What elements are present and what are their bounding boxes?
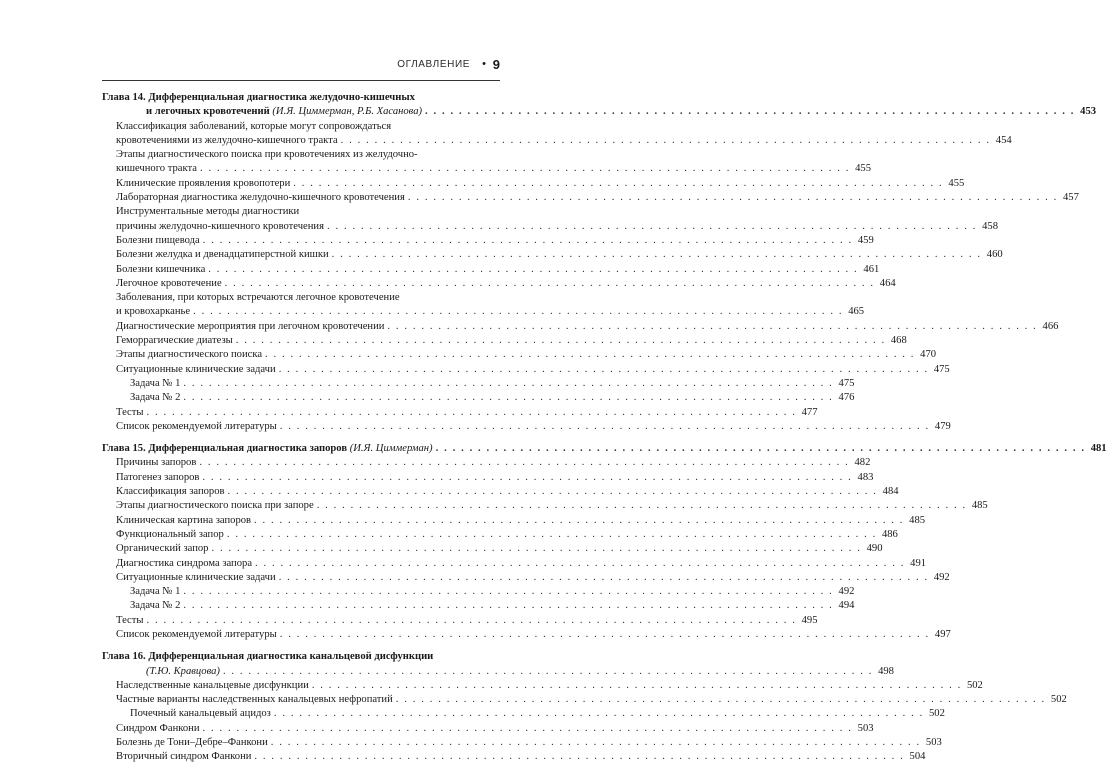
toc-entry-title: Патогенез запоров bbox=[116, 471, 200, 483]
toc-leader-dots: . . . . . . . . . . . . . . . . . . . . . . . . . . . . . . . . . . . . . . . . . . . . . . . . . . . . . . . . . . . . . . . . . . . . . . . . . . . . . bbox=[311, 679, 962, 691]
toc-entry[interactable] bbox=[102, 320, 1059, 334]
toc-page-number: 460 bbox=[986, 249, 1003, 261]
toc-leader-dots: . . . . . . . . . . . . . . . . . . . . . . . . . . . . . . . . . . . . . . . . . . . . . . . . . . . . . . . . . . . . . . . . . . . . . . . . . . . . . bbox=[211, 543, 862, 555]
toc-entry[interactable] bbox=[102, 162, 871, 176]
toc-page-number: 481 bbox=[1090, 443, 1107, 455]
toc-entry-title: Органический запор bbox=[116, 543, 209, 555]
toc-entry-title: Задача № 1 bbox=[130, 586, 181, 598]
toc-entry-title: Диагностические мероприятия при легочном кровотечении bbox=[116, 320, 385, 332]
header-bullet: • bbox=[482, 58, 486, 70]
header-rule bbox=[102, 80, 500, 81]
toc-entry[interactable] bbox=[102, 750, 926, 764]
toc-entry-title: Глава 14. Дифференциальная диагностика желудочно-кишечных bbox=[102, 92, 415, 103]
toc-entry-title: Глава 15. Дифференциальная диагностика запоров (И.Я. Циммерман) bbox=[102, 443, 433, 455]
page-number: 9 bbox=[492, 57, 500, 72]
toc-page-number: 479 bbox=[934, 420, 951, 432]
toc-entry[interactable] bbox=[102, 442, 1107, 456]
toc-entry[interactable] bbox=[102, 571, 950, 585]
toc-page-number: 455 bbox=[855, 163, 871, 175]
toc-leader-dots: . . . . . . . . . . . . . . . . . . . . . . . . . . . . . . . . . . . . . . . . . . . . . . . . . . . . . . . . . . . . . . . . . . . . . . . . . . . . . bbox=[279, 628, 930, 640]
toc-entry-title: Задача № 2 bbox=[130, 600, 181, 612]
toc-leader-dots: . . . . . . . . . . . . . . . . . . . . . . . . . . . . . . . . . . . . . . . . . . . . . . . . . . . . . . . . . . . . . . . . . . . . . . . . . . . . . bbox=[279, 420, 930, 432]
toc-page-number: 490 bbox=[866, 543, 883, 555]
toc-entry[interactable] bbox=[102, 528, 898, 542]
toc-leader-dots: . . . . . . . . . . . . . . . . . . . . . . . . . . . . . . . . . . . . . . . . . . . . . . . . . . . . . . . . . . . . . . . . . . . . . . . . . . . . . bbox=[340, 134, 991, 146]
toc-leader-dots: . . . . . . . . . . . . . . . . . . . . . . . . . . . . . . . . . . . . . . . . . . . . . . . . . . . . . . . . . . . . . . . . . . . . . . . . . . . . . bbox=[226, 528, 877, 540]
toc-leader-dots: . . . . . . . . . . . . . . . . . . . . . . . . . . . . . . . . . . . . . . . . . . . . . . . . . . . . . . . . . . . . . . . . . . . . . . . . . . . . . bbox=[278, 363, 929, 375]
toc-entry[interactable] bbox=[102, 105, 1097, 119]
toc-entry[interactable] bbox=[102, 134, 1012, 148]
toc-entry[interactable] bbox=[102, 348, 937, 362]
section-title: ОГЛАВЛЕНИЕ bbox=[397, 59, 470, 70]
toc-page-number: 475 bbox=[933, 363, 950, 375]
toc-page-number: 455 bbox=[948, 177, 965, 189]
toc-entry-title: Клинические проявления кровопотери bbox=[116, 177, 291, 189]
toc-entry[interactable] bbox=[102, 722, 874, 736]
toc-entry-title: Задача № 1 bbox=[130, 377, 181, 389]
toc-entry[interactable] bbox=[102, 334, 907, 348]
toc-entry-title: Болезни кишечника bbox=[116, 263, 206, 275]
toc-leader-dots: . . . . . . . . . . . . . . . . . . . . . . . . . . . . . . . . . . . . . . . . . . . . . . . . . . . . . . . . . . . . . . . . . . . . . . . . . . . . . bbox=[193, 306, 844, 318]
toc-page-number: 454 bbox=[995, 134, 1012, 146]
toc-entry-title: Вторичный синдром Фанкони bbox=[116, 751, 252, 763]
toc-entry[interactable] bbox=[102, 363, 950, 377]
chapter-spacer bbox=[102, 434, 500, 442]
toc-entry[interactable] bbox=[102, 557, 927, 571]
toc-entry-author: (Т.Ю. Кравцова) bbox=[146, 665, 220, 677]
toc-entry[interactable] bbox=[102, 693, 1067, 707]
toc-leader-dots: . . . . . . . . . . . . . . . . . . . . . . . . . . . . . . . . . . . . . . . . . . . . . . . . . . . . . . . . . . . . . . . . . . . . . . . . . . . . . bbox=[146, 614, 797, 626]
toc-entry-title bbox=[146, 665, 220, 679]
toc-entry[interactable] bbox=[102, 291, 500, 305]
toc-entry-title: Геморрагические диатезы bbox=[116, 335, 233, 347]
toc-page-number: 492 bbox=[838, 586, 855, 598]
toc-entry-title: Легочное кровотечение bbox=[116, 277, 222, 289]
toc-leader-dots: . . . . . . . . . . . . . . . . . . . . . . . . . . . . . . . . . . . . . . . . . . . . . . . . . . . . . . . . . . . . . . . . . . . . . . . . . . . . . bbox=[326, 220, 977, 232]
toc-page-number: 453 bbox=[1080, 106, 1097, 118]
toc-entry[interactable] bbox=[102, 542, 883, 556]
toc-leader-dots: . . . . . . . . . . . . . . . . . . . . . . . . . . . . . . . . . . . . . . . . . . . . . . . . . . . . . . . . . . . . . . . . . . . . . . . . . . . . . bbox=[222, 665, 873, 677]
toc-entry-title: Список рекомендуемой литературы bbox=[116, 628, 277, 640]
toc-leader-dots: . . . . . . . . . . . . . . . . . . . . . . . . . . . . . . . . . . . . . . . . . . . . . . . . . . . . . . . . . . . . . . . . . . . . . . . . . . . . . bbox=[199, 457, 850, 469]
toc-page-number: 486 bbox=[881, 528, 898, 540]
toc-entry-title: Этапы диагностического поиска при кровотечениях из желудочно- bbox=[116, 149, 418, 161]
toc-page-number: 503 bbox=[925, 737, 942, 749]
toc-entry-author: (И.Я. Циммерман) bbox=[349, 443, 433, 455]
toc-entry-title: Задача № 2 bbox=[130, 392, 181, 404]
toc-page-number: 504 bbox=[909, 751, 926, 763]
toc-entry[interactable] bbox=[102, 220, 998, 234]
toc-entry[interactable] bbox=[102, 406, 818, 420]
toc-entry-title: Синдром Фанкони bbox=[116, 722, 200, 734]
toc-entry[interactable] bbox=[102, 499, 988, 513]
toc-page-number: 485 bbox=[971, 500, 988, 512]
toc-page-number: 491 bbox=[910, 557, 927, 569]
toc-page-number: 461 bbox=[863, 263, 880, 275]
toc-leader-dots: . . . . . . . . . . . . . . . . . . . . . . . . . . . . . . . . . . . . . . . . . . . . . . . . . . . . . . . . . . . . . . . . . . . . . . . . . . . . . bbox=[273, 708, 924, 720]
toc-leader-dots: . . . . . . . . . . . . . . . . . . . . . . . . . . . . . . . . . . . . . . . . . . . . . . . . . . . . . . . . . . . . . . . . . . . . . . . . . . . . . bbox=[202, 234, 853, 246]
toc-page-number: 468 bbox=[890, 335, 907, 347]
toc-entry-title: Диагностика синдрома запора bbox=[116, 557, 253, 569]
toc-leader-dots: . . . . . . . . . . . . . . . . . . . . . . . . . . . . . . . . . . . . . . . . . . . . . . . . . . . . . . . . . . . . . . . . . . . . . . . . . . . . . bbox=[293, 177, 944, 189]
toc-entry-author: (И.Я. Циммерман, Р.Б. Хасанова) bbox=[272, 106, 423, 118]
toc-entry[interactable] bbox=[102, 148, 500, 162]
toc-entry[interactable] bbox=[102, 665, 894, 679]
toc-leader-dots: . . . . . . . . . . . . . . . . . . . . . . . . . . . . . . . . . . . . . . . . . . . . . . . . . . . . . . . . . . . . . . . . . . . . . . . . . . . . . bbox=[202, 471, 853, 483]
toc-entry-title: Частные варианты наследственных канальцевых нефропатий bbox=[116, 694, 393, 706]
toc-entry-title: Болезни пищевода bbox=[116, 234, 200, 246]
toc-entry-title: Этапы диагностического поиска при запоре bbox=[116, 500, 314, 512]
toc-entry[interactable] bbox=[102, 120, 500, 134]
toc-leader-dots: . . . . . . . . . . . . . . . . . . . . . . . . . . . . . . . . . . . . . . . . . . . . . . . . . . . . . . . . . . . . . . . . . . . . . . . . . . . . . bbox=[183, 600, 834, 612]
toc-page-number: 503 bbox=[857, 722, 874, 734]
toc-page-number: 485 bbox=[909, 514, 926, 526]
toc-entry-title: и легочных кровотечений (И.Я. Циммерман, Р.Б. Хасанова) bbox=[146, 106, 423, 118]
toc-page-number: 477 bbox=[801, 406, 818, 418]
toc-leader-dots: . . . . . . . . . . . . . . . . . . . . . . . . . . . . . . . . . . . . . . . . . . . . . . . . . . . . . . . . . . . . . . . . . . . . . . . . . . . . . bbox=[227, 486, 878, 498]
toc-leader-dots: . . . . . . . . . . . . . . . . . . . . . . . . . . . . . . . . . . . . . . . . . . . . . . . . . . . . . . . . . . . . . . . . . . . . . . . . . . . . . bbox=[331, 249, 982, 261]
toc-leader-dots: . . . . . . . . . . . . . . . . . . . . . . . . . . . . . . . . . . . . . . . . . . . . . . . . . . . . . . . . . . . . . . . . . . . . . . . . . . . . . bbox=[425, 106, 1076, 118]
toc-page-number: 458 bbox=[982, 220, 998, 232]
toc-entry-title: Инструментальные методы диагностики bbox=[116, 206, 300, 218]
toc-entry[interactable] bbox=[102, 248, 1003, 262]
toc-entry[interactable] bbox=[102, 177, 965, 191]
toc-leader-dots: . . . . . . . . . . . . . . . . . . . . . . . . . . . . . . . . . . . . . . . . . . . . . . . . . . . . . . . . . . . . . . . . . . . . . . . . . . . . . bbox=[270, 737, 921, 749]
toc-entry-title: Заболевания, при которых встречаются легочное кровотечение bbox=[116, 292, 400, 304]
toc-entry-title: Этапы диагностического поиска bbox=[116, 349, 263, 361]
toc-leader-dots: . . . . . . . . . . . . . . . . . . . . . . . . . . . . . . . . . . . . . . . . . . . . . . . . . . . . . . . . . . . . . . . . . . . . . . . . . . . . . bbox=[235, 335, 886, 347]
toc-leader-dots: . . . . . . . . . . . . . . . . . . . . . . . . . . . . . . . . . . . . . . . . . . . . . . . . . . . . . . . . . . . . . . . . . . . . . . . . . . . . . bbox=[208, 263, 859, 275]
toc-entry-title: Тесты bbox=[116, 614, 144, 626]
toc-page-number: 484 bbox=[882, 486, 899, 498]
toc-page-number: 482 bbox=[854, 457, 871, 469]
toc-entry-title: Болезнь де Тони–Дебре–Фанкони bbox=[116, 737, 268, 749]
toc-leader-dots: . . . . . . . . . . . . . . . . . . . . . . . . . . . . . . . . . . . . . . . . . . . . . . . . . . . . . . . . . . . . . . . . . . . . . . . . . . . . . bbox=[254, 514, 905, 526]
toc-leader-dots: . . . . . . . . . . . . . . . . . . . . . . . . . . . . . . . . . . . . . . . . . . . . . . . . . . . . . . . . . . . . . . . . . . . . . . . . . . . . . bbox=[435, 443, 1086, 455]
toc-entry[interactable] bbox=[102, 614, 818, 628]
toc-entry[interactable] bbox=[102, 599, 855, 613]
toc-page-number: 502 bbox=[929, 708, 945, 720]
toc-leader-dots: . . . . . . . . . . . . . . . . . . . . . . . . . . . . . . . . . . . . . . . . . . . . . . . . . . . . . . . . . . . . . . . . . . . . . . . . . . . . . bbox=[199, 163, 850, 175]
toc-page-number: 497 bbox=[934, 628, 951, 640]
toc-page-number: 465 bbox=[848, 306, 865, 318]
toc-entry[interactable] bbox=[102, 91, 500, 105]
running-header bbox=[0, 57, 600, 77]
toc-leader-dots: . . . . . . . . . . . . . . . . . . . . . . . . . . . . . . . . . . . . . . . . . . . . . . . . . . . . . . . . . . . . . . . . . . . . . . . . . . . . . bbox=[316, 500, 967, 512]
toc-entry[interactable] bbox=[102, 234, 874, 248]
toc-entry-title: Наследственные канальцевые дисфункции bbox=[116, 679, 309, 691]
toc-entry[interactable] bbox=[102, 456, 871, 470]
toc-entry[interactable] bbox=[102, 471, 874, 485]
toc-page-number: 464 bbox=[879, 277, 896, 289]
toc-entry[interactable] bbox=[102, 420, 951, 434]
toc-page-number: 495 bbox=[801, 614, 818, 626]
toc-leader-dots: . . . . . . . . . . . . . . . . . . . . . . . . . . . . . . . . . . . . . . . . . . . . . . . . . . . . . . . . . . . . . . . . . . . . . . . . . . . . . bbox=[407, 192, 1058, 204]
toc-entry-title: Тесты bbox=[116, 406, 144, 418]
toc-entry-title: Ситуационные клинические задачи bbox=[116, 571, 276, 583]
toc-entry-title: кишечного тракта bbox=[116, 163, 197, 175]
toc-entry[interactable] bbox=[102, 650, 500, 664]
toc-page-number: 476 bbox=[838, 392, 855, 404]
toc-page-number: 459 bbox=[857, 234, 874, 246]
toc-leader-dots: . . . . . . . . . . . . . . . . . . . . . . . . . . . . . . . . . . . . . . . . . . . . . . . . . . . . . . . . . . . . . . . . . . . . . . . . . . . . . bbox=[224, 277, 875, 289]
toc-leader-dots: . . . . . . . . . . . . . . . . . . . . . . . . . . . . . . . . . . . . . . . . . . . . . . . . . . . . . . . . . . . . . . . . . . . . . . . . . . . . . bbox=[387, 320, 1038, 332]
toc-entry[interactable] bbox=[102, 377, 855, 391]
toc-page-number: 475 bbox=[838, 377, 855, 389]
toc-page-number: 502 bbox=[966, 679, 983, 691]
toc-entry[interactable] bbox=[102, 736, 942, 750]
toc-leader-dots: . . . . . . . . . . . . . . . . . . . . . . . . . . . . . . . . . . . . . . . . . . . . . . . . . . . . . . . . . . . . . . . . . . . . . . . . . . . . . bbox=[183, 392, 834, 404]
toc-page-number: 492 bbox=[933, 571, 950, 583]
toc-entry[interactable] bbox=[102, 679, 983, 693]
toc-page-number: 502 bbox=[1050, 694, 1067, 706]
toc-entry[interactable] bbox=[102, 485, 899, 499]
toc-entry-title: Функциональный запор bbox=[116, 528, 224, 540]
toc-page-number: 457 bbox=[1062, 192, 1079, 204]
toc-entry-title: Клиническая картина запоров bbox=[116, 514, 252, 526]
toc-page-number: 498 bbox=[878, 665, 894, 677]
toc-page-number: 494 bbox=[838, 600, 855, 612]
toc-entry-title: Классификация заболеваний, которые могут сопровождаться bbox=[116, 120, 392, 132]
toc-entry-title: Список рекомендуемой литературы bbox=[116, 420, 277, 432]
toc-entry-title: Болезни желудка и двенадцатиперстной кишки bbox=[116, 249, 329, 261]
toc-entry[interactable] bbox=[102, 585, 855, 599]
toc-page-number: 470 bbox=[920, 349, 937, 361]
toc-leader-dots: . . . . . . . . . . . . . . . . . . . . . . . . . . . . . . . . . . . . . . . . . . . . . . . . . . . . . . . . . . . . . . . . . . . . . . . . . . . . . bbox=[254, 751, 905, 763]
toc-entry-title: Классификация запоров bbox=[116, 486, 225, 498]
toc-entry[interactable] bbox=[102, 391, 855, 405]
toc-leader-dots: . . . . . . . . . . . . . . . . . . . . . . . . . . . . . . . . . . . . . . . . . . . . . . . . . . . . . . . . . . . . . . . . . . . . . . . . . . . . . bbox=[278, 571, 929, 583]
chapter-spacer bbox=[102, 642, 500, 650]
toc-leader-dots: . . . . . . . . . . . . . . . . . . . . . . . . . . . . . . . . . . . . . . . . . . . . . . . . . . . . . . . . . . . . . . . . . . . . . . . . . . . . . bbox=[183, 586, 834, 598]
toc-leader-dots: . . . . . . . . . . . . . . . . . . . . . . . . . . . . . . . . . . . . . . . . . . . . . . . . . . . . . . . . . . . . . . . . . . . . . . . . . . . . . bbox=[265, 349, 916, 361]
table-of-contents bbox=[102, 91, 1107, 765]
toc-entry[interactable] bbox=[102, 707, 945, 721]
toc-entry-title: Лабораторная диагностика желудочно-кишечного кровотечения bbox=[116, 192, 405, 204]
toc-entry[interactable] bbox=[102, 514, 926, 528]
toc-entry[interactable] bbox=[102, 305, 865, 319]
toc-entry-title: и кровохарканье bbox=[116, 306, 191, 318]
toc-entry-title: причины желудочно-кишечного кровотечения bbox=[116, 220, 324, 232]
toc-leader-dots: . . . . . . . . . . . . . . . . . . . . . . . . . . . . . . . . . . . . . . . . . . . . . . . . . . . . . . . . . . . . . . . . . . . . . . . . . . . . . bbox=[255, 557, 906, 569]
toc-entry-title: Почечный канальцевый ацидоз bbox=[130, 708, 271, 720]
toc-entry[interactable] bbox=[102, 191, 1079, 205]
toc-leader-dots: . . . . . . . . . . . . . . . . . . . . . . . . . . . . . . . . . . . . . . . . . . . . . . . . . . . . . . . . . . . . . . . . . . . . . . . . . . . . . bbox=[202, 722, 853, 734]
toc-page-number: 483 bbox=[857, 471, 874, 483]
toc-entry-title: Причины запоров bbox=[116, 457, 197, 469]
toc-entry-title: кровотечениями из желудочно-кишечного тракта bbox=[116, 134, 338, 146]
toc-leader-dots: . . . . . . . . . . . . . . . . . . . . . . . . . . . . . . . . . . . . . . . . . . . . . . . . . . . . . . . . . . . . . . . . . . . . . . . . . . . . . bbox=[146, 406, 797, 418]
toc-entry[interactable] bbox=[102, 277, 896, 291]
toc-entry-title: Ситуационные клинические задачи bbox=[116, 363, 276, 375]
toc-entry[interactable] bbox=[102, 205, 500, 219]
toc-leader-dots: . . . . . . . . . . . . . . . . . . . . . . . . . . . . . . . . . . . . . . . . . . . . . . . . . . . . . . . . . . . . . . . . . . . . . . . . . . . . . bbox=[183, 377, 834, 389]
toc-entry-title: Глава 16. Дифференциальная диагностика канальцевой дисфункции bbox=[102, 651, 434, 663]
toc-entry[interactable] bbox=[102, 263, 880, 277]
toc-page-number: 466 bbox=[1042, 320, 1059, 332]
toc-entry[interactable] bbox=[102, 628, 951, 642]
toc-leader-dots: . . . . . . . . . . . . . . . . . . . . . . . . . . . . . . . . . . . . . . . . . . . . . . . . . . . . . . . . . . . . . . . . . . . . . . . . . . . . . bbox=[395, 694, 1046, 706]
